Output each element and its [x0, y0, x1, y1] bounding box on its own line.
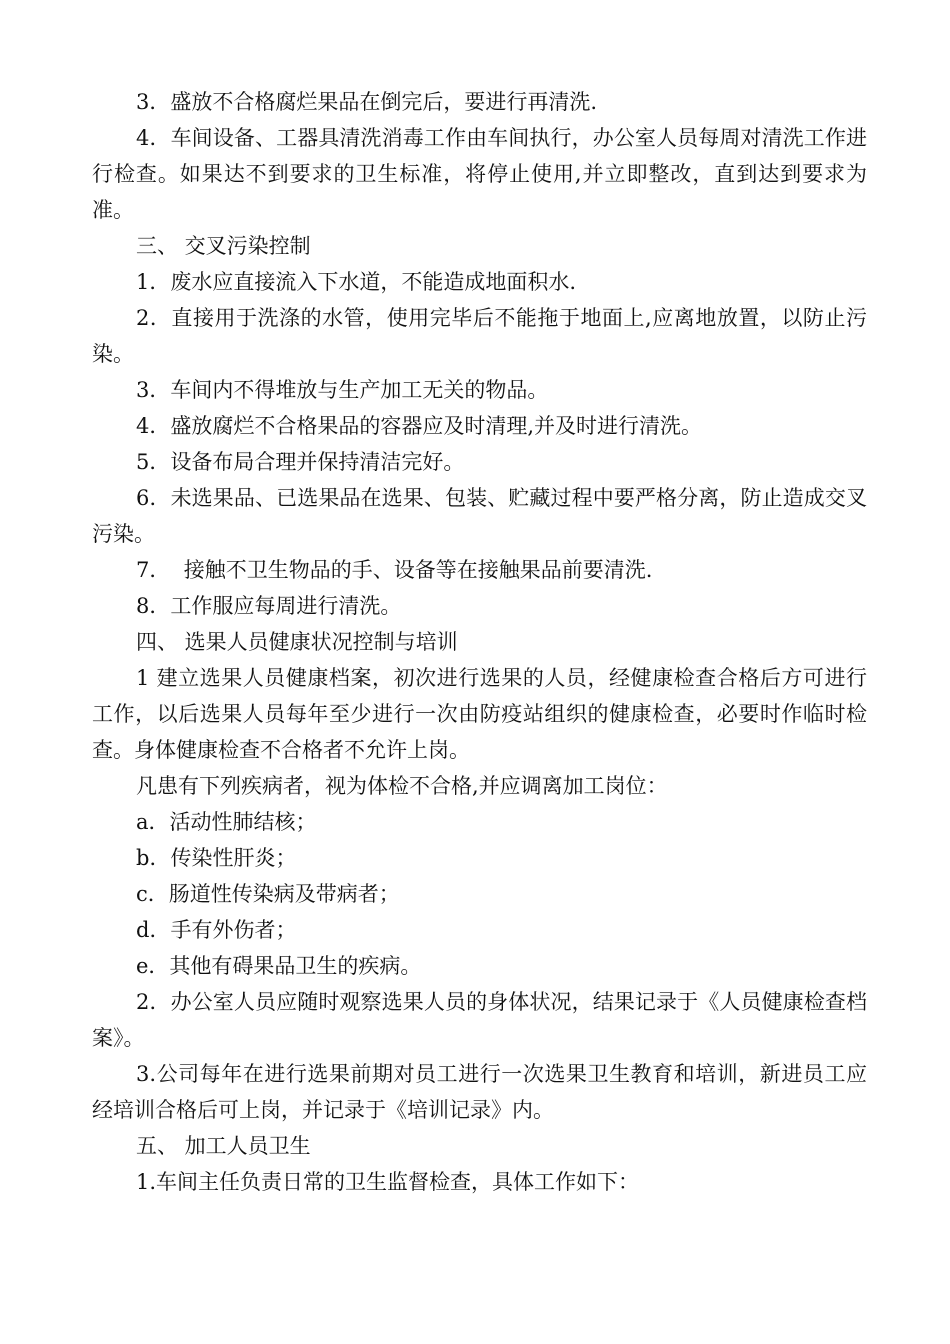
list-item: d．手有外伤者； [136, 918, 297, 942]
paragraph: 1.车间主任负责日常的卫生监督检查，具体工作如下： [136, 1170, 640, 1194]
section-heading: 三、 交叉污染控制 [136, 234, 311, 258]
paragraph: 7． 接触不卫生物品的手、设备等在接触果品前要清洗. [136, 558, 653, 582]
paragraph: 1 建立选果人员健康档案，初次进行选果的人员，经健康检查合格后方可进行工作，以后选果人员每年至少进行一次由防疫站组织的健康检查，必要时作临时检查。身体健康检查不合格者不允许上岗。 [92, 666, 867, 762]
list-item: e．其他有碍果品卫生的疾病。 [136, 954, 422, 978]
list-item: a．活动性肺结核； [136, 810, 317, 834]
paragraph: 1．废水应直接流入下水道，不能造成地面积水. [136, 270, 577, 294]
paragraph: 3.公司每年在进行选果前期对员工进行一次选果卫生教育和培训，新进员工应经培训合格后可上岗，并记录于《培训记录》内。 [92, 1062, 867, 1122]
list-item: b．传染性肝炎； [136, 846, 297, 870]
paragraph: 3．车间内不得堆放与生产加工无关的物品。 [136, 378, 549, 402]
paragraph: 6．未选果品、已选果品在选果、包装、贮藏过程中要严格分离，防止造成交叉污染。 [92, 486, 867, 546]
paragraph: 4．盛放腐烂不合格果品的容器应及时清理,并及时进行清洗。 [136, 414, 703, 438]
section-heading: 五、 加工人员卫生 [136, 1134, 311, 1158]
document-body [92, 84, 867, 1200]
list-item: c．肠道性传染病及带病者； [136, 882, 400, 906]
paragraph: 3．盛放不合格腐烂果品在倒完后，要进行再清洗. [136, 90, 598, 114]
paragraph: 4．车间设备、工器具清洗消毒工作由车间执行，办公室人员每周对清洗工作进行检查。如果达不到要求的卫生标准，将停止使用,并立即整改，直到达到要求为准。 [92, 126, 867, 222]
paragraph: 2．办公室人员应随时观察选果人员的身体状况，结果记录于《人员健康检查档案》。 [92, 990, 867, 1050]
paragraph: 8．工作服应每周进行清洗。 [136, 594, 402, 618]
section-heading: 四、 选果人员健康状况控制与培训 [136, 630, 458, 654]
paragraph: 2．直接用于洗涤的水管，使用完毕后不能拖于地面上,应离地放置，以防止污染。 [92, 306, 867, 366]
paragraph: 凡患有下列疾病者，视为体检不合格,并应调离加工岗位： [136, 774, 668, 798]
paragraph: 5．设备布局合理并保持清洁完好。 [136, 450, 465, 474]
